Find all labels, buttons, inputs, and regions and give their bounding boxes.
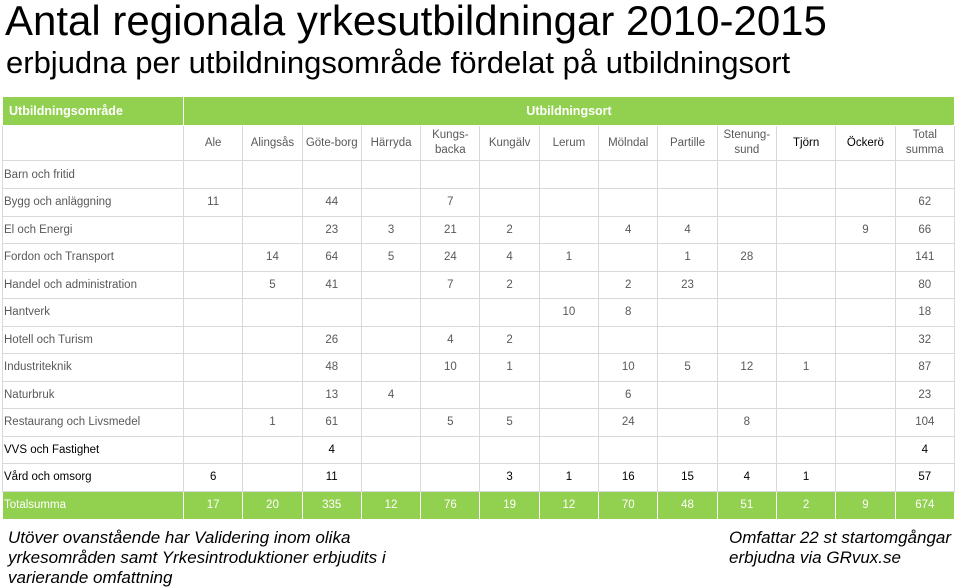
value-cell-ockero — [836, 354, 895, 382]
table-row-barn-och-fritid — [3, 161, 955, 189]
value-cell-ale: 6 — [184, 464, 243, 492]
value-cell-total-summa — [895, 161, 954, 189]
footnote-validation: Utöver ovanstående har Validering inom olika yrkesområden samt Yrkesintroduktioner erbjudits i varierande omfattning — [8, 528, 386, 587]
value-cell-total-summa: 141 — [895, 244, 954, 272]
value-cell-alingsas — [243, 381, 302, 409]
row-label: VVS och Fastighet — [3, 436, 184, 464]
value-cell-stenung-sund — [717, 436, 776, 464]
value-cell-molndal: 6 — [599, 381, 658, 409]
value-cell-molndal: 24 — [599, 409, 658, 437]
value-cell-alingsas: 1 — [243, 409, 302, 437]
value-cell-kungalv — [480, 381, 539, 409]
value-cell-kungs-backa — [421, 381, 480, 409]
column-header-stenung-sund: Stenung-sund — [717, 126, 776, 161]
footnote-start-rounds: Omfattar 22 st startomgångar erbjudna via GRvux.se — [729, 528, 952, 567]
value-cell-molndal — [599, 189, 658, 217]
value-cell-molndal — [599, 161, 658, 189]
total-cell-alingsas: 20 — [243, 491, 302, 519]
value-cell-lerum — [539, 381, 598, 409]
table-row-fordon-och-transport — [3, 244, 955, 272]
value-cell-kungalv: 5 — [480, 409, 539, 437]
value-cell-harryda — [361, 464, 420, 492]
table-row-naturbruk — [3, 381, 955, 409]
value-cell-alingsas — [243, 189, 302, 217]
value-cell-gote-borg: 4 — [302, 436, 361, 464]
value-cell-ale — [184, 244, 243, 272]
value-cell-tjorn — [776, 161, 835, 189]
value-cell-stenung-sund — [717, 326, 776, 354]
column-header-row — [3, 126, 955, 161]
value-cell-kungs-backa: 24 — [421, 244, 480, 272]
value-cell-kungalv — [480, 436, 539, 464]
value-cell-harryda — [361, 271, 420, 299]
value-cell-stenung-sund — [717, 381, 776, 409]
value-cell-partille: 5 — [658, 354, 717, 382]
value-cell-partille — [658, 409, 717, 437]
total-row — [3, 491, 955, 519]
value-cell-kungs-backa: 7 — [421, 189, 480, 217]
value-cell-stenung-sund: 8 — [717, 409, 776, 437]
value-cell-partille — [658, 299, 717, 327]
value-cell-gote-borg: 64 — [302, 244, 361, 272]
value-cell-stenung-sund — [717, 189, 776, 217]
value-cell-alingsas — [243, 326, 302, 354]
value-cell-tjorn — [776, 409, 835, 437]
value-cell-harryda: 3 — [361, 216, 420, 244]
value-cell-tjorn — [776, 299, 835, 327]
value-cell-total-summa: 57 — [895, 464, 954, 492]
value-cell-kungs-backa: 10 — [421, 354, 480, 382]
column-header-partille: Partille — [658, 126, 717, 161]
value-cell-alingsas — [243, 354, 302, 382]
column-header-kungs-backa: Kungs-backa — [421, 126, 480, 161]
value-cell-partille — [658, 381, 717, 409]
value-cell-molndal: 2 — [599, 271, 658, 299]
column-header-alingsas: Alingsås — [243, 126, 302, 161]
value-cell-kungs-backa: 21 — [421, 216, 480, 244]
value-cell-kungalv — [480, 161, 539, 189]
value-cell-tjorn — [776, 189, 835, 217]
value-cell-alingsas — [243, 299, 302, 327]
total-cell-gote-borg: 335 — [302, 491, 361, 519]
value-cell-partille — [658, 189, 717, 217]
total-cell-total-summa: 674 — [895, 491, 954, 519]
row-label: Naturbruk — [3, 381, 184, 409]
value-cell-kungs-backa — [421, 464, 480, 492]
table-row-hantverk — [3, 299, 955, 327]
table-head — [3, 97, 955, 161]
value-cell-molndal: 16 — [599, 464, 658, 492]
column-header-ale: Ale — [184, 126, 243, 161]
total-cell-ockero: 9 — [836, 491, 895, 519]
value-cell-stenung-sund — [717, 271, 776, 299]
value-cell-partille: 15 — [658, 464, 717, 492]
value-cell-molndal — [599, 244, 658, 272]
value-cell-ockero — [836, 299, 895, 327]
column-header-tjorn: Tjörn — [776, 126, 835, 161]
total-cell-harryda: 12 — [361, 491, 420, 519]
value-cell-gote-borg: 26 — [302, 326, 361, 354]
value-cell-harryda — [361, 299, 420, 327]
total-cell-tjorn: 2 — [776, 491, 835, 519]
value-cell-harryda — [361, 161, 420, 189]
value-cell-kungalv: 3 — [480, 464, 539, 492]
value-cell-gote-borg: 41 — [302, 271, 361, 299]
group-header-row — [3, 97, 955, 126]
value-cell-partille — [658, 161, 717, 189]
value-cell-lerum — [539, 189, 598, 217]
value-cell-total-summa: 32 — [895, 326, 954, 354]
value-cell-gote-borg: 44 — [302, 189, 361, 217]
value-cell-ale — [184, 381, 243, 409]
value-cell-alingsas — [243, 161, 302, 189]
table-row-bygg-och-anlaggning — [3, 189, 955, 217]
page-subtitle: erbjudna per utbildningsområde fördelat på utbildningsort — [6, 45, 791, 80]
value-cell-lerum — [539, 161, 598, 189]
value-cell-ale — [184, 299, 243, 327]
value-cell-ockero — [836, 436, 895, 464]
value-cell-kungs-backa — [421, 436, 480, 464]
value-cell-partille — [658, 326, 717, 354]
value-cell-ockero — [836, 381, 895, 409]
value-cell-partille: 1 — [658, 244, 717, 272]
value-cell-total-summa: 23 — [895, 381, 954, 409]
value-cell-stenung-sund: 28 — [717, 244, 776, 272]
row-label: Hotell och Turism — [3, 326, 184, 354]
value-cell-ale — [184, 326, 243, 354]
value-cell-kungalv — [480, 189, 539, 217]
value-cell-gote-borg: 13 — [302, 381, 361, 409]
column-header-molndal: Mölndal — [599, 126, 658, 161]
value-cell-total-summa: 104 — [895, 409, 954, 437]
value-cell-ale — [184, 354, 243, 382]
value-cell-harryda — [361, 189, 420, 217]
value-cell-ockero — [836, 271, 895, 299]
row-label: Bygg och anläggning — [3, 189, 184, 217]
column-header-kungalv: Kungälv — [480, 126, 539, 161]
value-cell-ale: 11 — [184, 189, 243, 217]
value-cell-lerum: 10 — [539, 299, 598, 327]
value-cell-gote-borg: 61 — [302, 409, 361, 437]
value-cell-tjorn — [776, 326, 835, 354]
value-cell-kungalv: 4 — [480, 244, 539, 272]
value-cell-partille: 23 — [658, 271, 717, 299]
value-cell-ale — [184, 216, 243, 244]
table-row-hotell-och-turism — [3, 326, 955, 354]
total-cell-stenung-sund: 51 — [717, 491, 776, 519]
value-cell-ockero — [836, 326, 895, 354]
value-cell-kungs-backa — [421, 161, 480, 189]
value-cell-ale — [184, 161, 243, 189]
total-cell-ale: 17 — [184, 491, 243, 519]
value-cell-harryda — [361, 354, 420, 382]
value-cell-total-summa: 66 — [895, 216, 954, 244]
value-cell-kungalv: 2 — [480, 271, 539, 299]
value-cell-tjorn — [776, 271, 835, 299]
value-cell-kungs-backa: 7 — [421, 271, 480, 299]
table-row-vvs-och-fastighet — [3, 436, 955, 464]
value-cell-gote-borg — [302, 299, 361, 327]
value-cell-total-summa: 87 — [895, 354, 954, 382]
data-table — [2, 96, 955, 520]
value-cell-lerum — [539, 271, 598, 299]
value-cell-lerum — [539, 354, 598, 382]
row-label: Barn och fritid — [3, 161, 184, 189]
value-cell-harryda: 5 — [361, 244, 420, 272]
value-cell-stenung-sund — [717, 299, 776, 327]
value-cell-ockero — [836, 161, 895, 189]
value-cell-kungs-backa: 5 — [421, 409, 480, 437]
value-cell-tjorn — [776, 244, 835, 272]
value-cell-total-summa: 62 — [895, 189, 954, 217]
value-cell-stenung-sund — [717, 216, 776, 244]
value-cell-alingsas — [243, 436, 302, 464]
value-cell-total-summa: 80 — [895, 271, 954, 299]
value-cell-ale — [184, 271, 243, 299]
total-cell-partille: 48 — [658, 491, 717, 519]
value-cell-harryda — [361, 409, 420, 437]
value-cell-harryda — [361, 326, 420, 354]
value-cell-molndal — [599, 436, 658, 464]
value-cell-stenung-sund — [717, 161, 776, 189]
value-cell-total-summa: 4 — [895, 436, 954, 464]
value-cell-alingsas: 5 — [243, 271, 302, 299]
total-cell-molndal: 70 — [599, 491, 658, 519]
value-cell-gote-borg: 48 — [302, 354, 361, 382]
column-header-harryda: Härryda — [361, 126, 420, 161]
value-cell-gote-borg: 11 — [302, 464, 361, 492]
value-cell-molndal: 4 — [599, 216, 658, 244]
value-cell-harryda — [361, 436, 420, 464]
row-label: El och Energi — [3, 216, 184, 244]
value-cell-lerum — [539, 409, 598, 437]
row-label: Restaurang och Livsmedel — [3, 409, 184, 437]
value-cell-molndal — [599, 326, 658, 354]
page-title: Antal regionala yrkesutbildningar 2010-2015 — [5, 0, 827, 44]
value-cell-ockero — [836, 409, 895, 437]
table-row-handel-och-administration — [3, 271, 955, 299]
row-label: Handel och administration — [3, 271, 184, 299]
column-header-gote-borg: Göte-borg — [302, 126, 361, 161]
value-cell-ale — [184, 436, 243, 464]
row-header-title: Utbildningsområde — [3, 97, 184, 126]
value-cell-partille — [658, 436, 717, 464]
value-cell-ockero — [836, 244, 895, 272]
table-row-el-och-energi — [3, 216, 955, 244]
row-label: Fordon och Transport — [3, 244, 184, 272]
value-cell-total-summa: 18 — [895, 299, 954, 327]
value-cell-lerum — [539, 436, 598, 464]
value-cell-molndal: 10 — [599, 354, 658, 382]
header-corner — [3, 126, 184, 161]
value-cell-alingsas: 14 — [243, 244, 302, 272]
value-cell-tjorn: 1 — [776, 354, 835, 382]
value-cell-partille: 4 — [658, 216, 717, 244]
total-row-label: Totalsumma — [3, 491, 184, 519]
value-cell-stenung-sund: 4 — [717, 464, 776, 492]
table-row-restaurang-och-livsmedel — [3, 409, 955, 437]
table-row-industriteknik — [3, 354, 955, 382]
value-cell-tjorn — [776, 381, 835, 409]
value-cell-ockero — [836, 464, 895, 492]
table-row-vard-och-omsorg — [3, 464, 955, 492]
column-header-ockero: Öckerö — [836, 126, 895, 161]
row-label: Industriteknik — [3, 354, 184, 382]
value-cell-ockero: 9 — [836, 216, 895, 244]
column-group-title: Utbildningsort — [184, 97, 955, 126]
value-cell-tjorn — [776, 216, 835, 244]
value-cell-alingsas — [243, 216, 302, 244]
total-cell-lerum: 12 — [539, 491, 598, 519]
value-cell-harryda: 4 — [361, 381, 420, 409]
value-cell-ockero — [836, 189, 895, 217]
value-cell-kungalv: 2 — [480, 326, 539, 354]
value-cell-kungs-backa — [421, 299, 480, 327]
value-cell-lerum — [539, 216, 598, 244]
total-cell-kungs-backa: 76 — [421, 491, 480, 519]
column-header-lerum: Lerum — [539, 126, 598, 161]
row-label: Hantverk — [3, 299, 184, 327]
value-cell-alingsas — [243, 464, 302, 492]
value-cell-lerum — [539, 326, 598, 354]
value-cell-kungalv: 1 — [480, 354, 539, 382]
value-cell-molndal: 8 — [599, 299, 658, 327]
value-cell-lerum: 1 — [539, 244, 598, 272]
value-cell-tjorn: 1 — [776, 464, 835, 492]
value-cell-tjorn — [776, 436, 835, 464]
value-cell-kungalv — [480, 299, 539, 327]
value-cell-kungalv: 2 — [480, 216, 539, 244]
value-cell-stenung-sund: 12 — [717, 354, 776, 382]
value-cell-kungs-backa: 4 — [421, 326, 480, 354]
value-cell-ale — [184, 409, 243, 437]
row-label: Vård och omsorg — [3, 464, 184, 492]
table-body — [3, 161, 955, 520]
value-cell-lerum: 1 — [539, 464, 598, 492]
column-header-total-summa: Total summa — [895, 126, 954, 161]
value-cell-gote-borg: 23 — [302, 216, 361, 244]
total-cell-kungalv: 19 — [480, 491, 539, 519]
value-cell-gote-borg — [302, 161, 361, 189]
